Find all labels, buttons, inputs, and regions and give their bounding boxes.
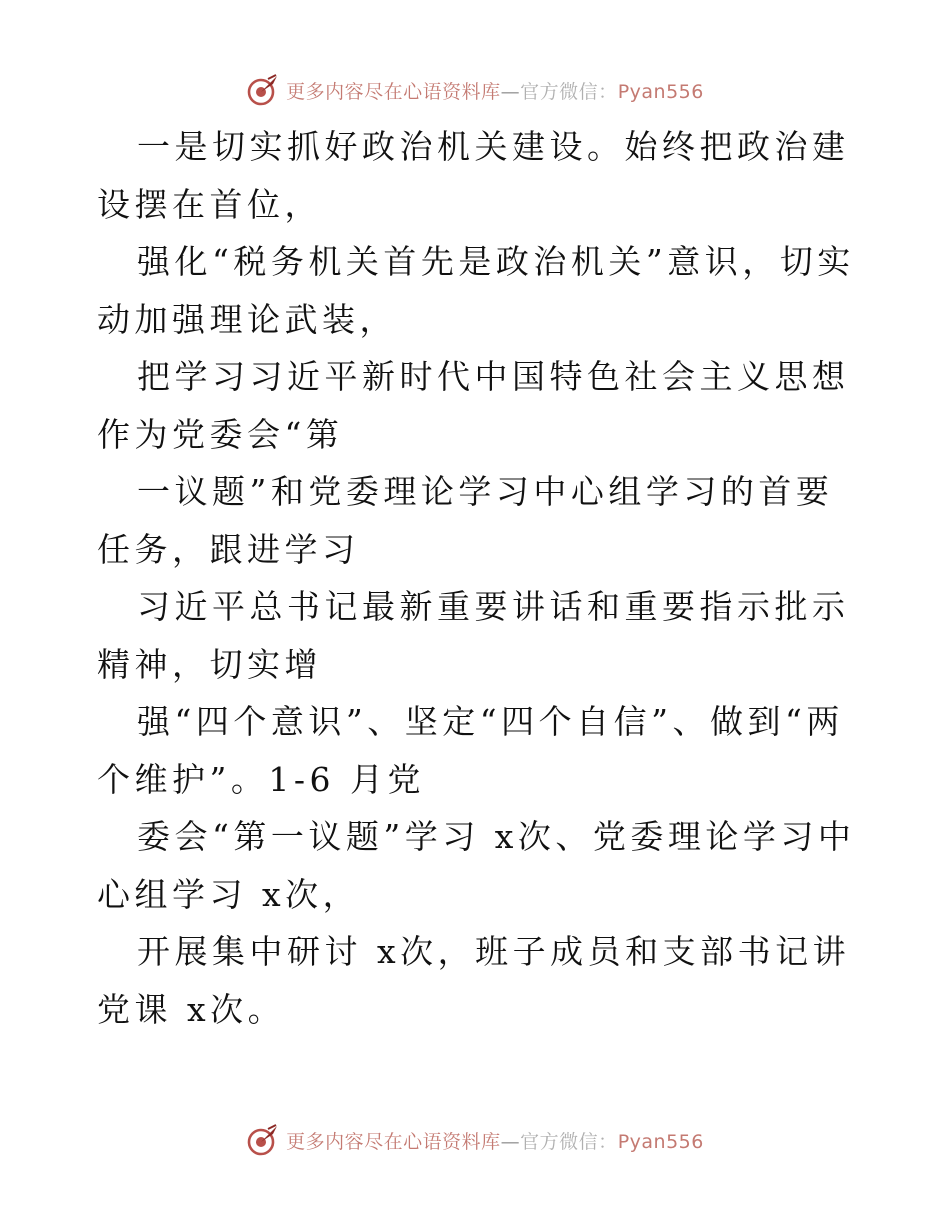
watermark-text — [286, 77, 704, 104]
paragraph: 强“四个意识”、坚定“四个自信”、做到“两个维护”。1-6 月党 — [97, 702, 844, 799]
watermark-account: Pyan556 — [617, 1130, 704, 1153]
paragraph: 把学习习近平新时代中国特色社会主义思想作为党委会“第 — [97, 357, 850, 454]
quill-circle-icon — [246, 73, 280, 107]
quill-circle-icon — [246, 1123, 280, 1157]
paragraph: 强化“税务机关首先是政治机关”意识，切实动加强理论武装， — [97, 242, 855, 339]
paragraph: 开展集中研讨 x次，班子成员和支部书记讲党课 x次。 — [97, 932, 851, 1029]
watermark-sub: 官方微信： — [520, 80, 618, 103]
watermark-sub: 官方微信： — [520, 1130, 618, 1153]
watermark-text — [286, 1127, 704, 1154]
watermark-account: Pyan556 — [617, 80, 704, 103]
paragraph: 委会“第一议题”学习 x次、党委理论学习中心组学习 x次， — [97, 817, 856, 914]
watermark-dash: — — [500, 1130, 521, 1153]
footer-watermark — [0, 1120, 950, 1160]
document-body — [97, 118, 857, 1038]
paragraph: 一议题”和党委理论学习中心组学习的首要任务，跟进学习 — [97, 472, 834, 569]
watermark-main: 更多内容尽在心语资料库 — [286, 80, 501, 103]
paragraph: 一是切实抓好政治机关建设。始终把政治建设摆在首位， — [97, 127, 850, 224]
watermark-main: 更多内容尽在心语资料库 — [286, 1130, 501, 1153]
header-watermark — [0, 70, 950, 110]
paragraph: 习近平总书记最新重要讲话和重要指示批示精神，切实增 — [97, 587, 850, 684]
watermark-dash: — — [500, 80, 521, 103]
